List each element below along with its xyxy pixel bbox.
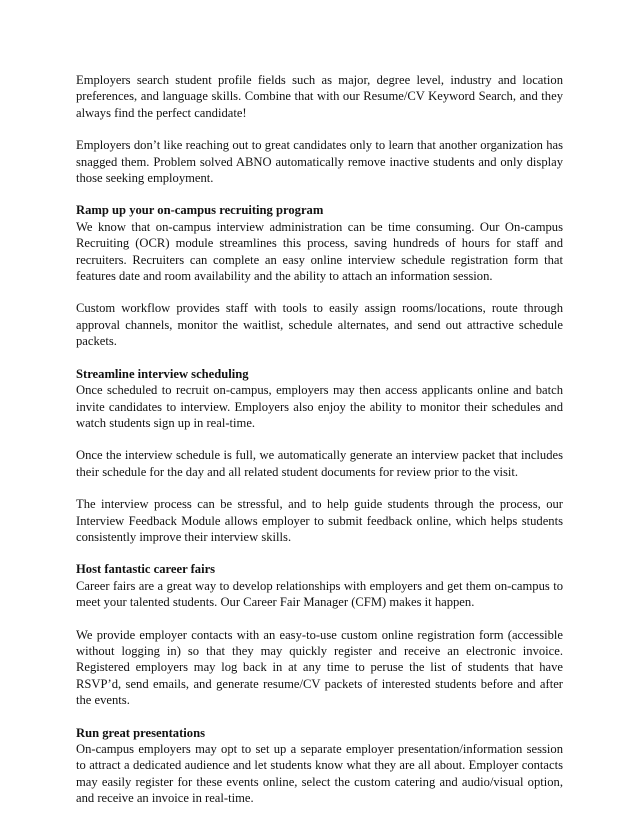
section-heading: Run great presentations (76, 725, 205, 740)
intro-paragraph-1: Employers search student profile fields such as major, degree level, industry and location preferences, and language skills. Combine that with our Resume/CV Keyword Search, and they always find the perfect candidate! (76, 73, 563, 120)
section-paragraph: The interview process can be stressful, and to help guide students through the process, our Interview Feedback Module allows employer to submit feedback online, which helps students consistently improve their interview skills. (76, 497, 563, 544)
section-paragraph: Custom workflow provides staff with tools to easily assign rooms/locations, route through approval channels, monitor the waitlist, schedule alternates, and send out attractive schedule packets. (76, 301, 563, 349)
section-presentations (76, 725, 563, 807)
section-ocr (76, 202, 563, 349)
section-paragraph: Once scheduled to recruit on-campus, employers may then access applicants online and batch invite candidates to interview. Employers also enjoy the ability to monitor their schedules and watch students sign up in real-time. (76, 383, 563, 430)
section-interview-scheduling (76, 366, 563, 546)
section-heading: Host fantastic career fairs (76, 562, 216, 577)
section-paragraph: Once the interview schedule is full, we automatically generate an interview packet that includes their schedule for the day and all related student documents for review prior to the visit. (76, 448, 563, 479)
section-heading: Ramp up your on-campus recruiting program (76, 203, 324, 218)
section-paragraph: Career fairs are a great way to develop relationships with employers and get them on-campus to meet your talented students. Our Career Fair Manager (CFM) makes it happen. (76, 578, 563, 610)
section-paragraph: We provide employer contacts with an easy-to-use custom online registration form (accessible without logging in) so that they may quickly register and receive an electronic invoice. Registered employers may log back in at any time to peruse the list of students that have RSVP’d, send emails, and generate resume/CV packets of interested students before and after the events. (76, 627, 563, 708)
intro-paragraph-2: Employers don’t like reaching out to great candidates only to learn that another organization has snagged them. Problem solved ABNO automatically remove inactive students and only display those seeking employment. (76, 138, 563, 186)
section-paragraph: We know that on-campus interview administration can be time consuming. Our On-campus Recruiting (OCR) module streamlines this process, saving hundreds of hours for staff and recruiters. Recruiters can complete an easy online interview schedule registration form that features date and room availability and the ability to attach an information session. (76, 219, 563, 284)
section-career-fairs (76, 561, 563, 708)
section-paragraph: On-campus employers may opt to set up a separate employer presentation/information session to attract a dedicated audience and let students know what they are all about. Employer contacts may easily register for these events online, select the custom catering and audio/visual option, and receive an invoice in real-time. (76, 742, 563, 806)
section-heading: Streamline interview scheduling (76, 366, 249, 381)
